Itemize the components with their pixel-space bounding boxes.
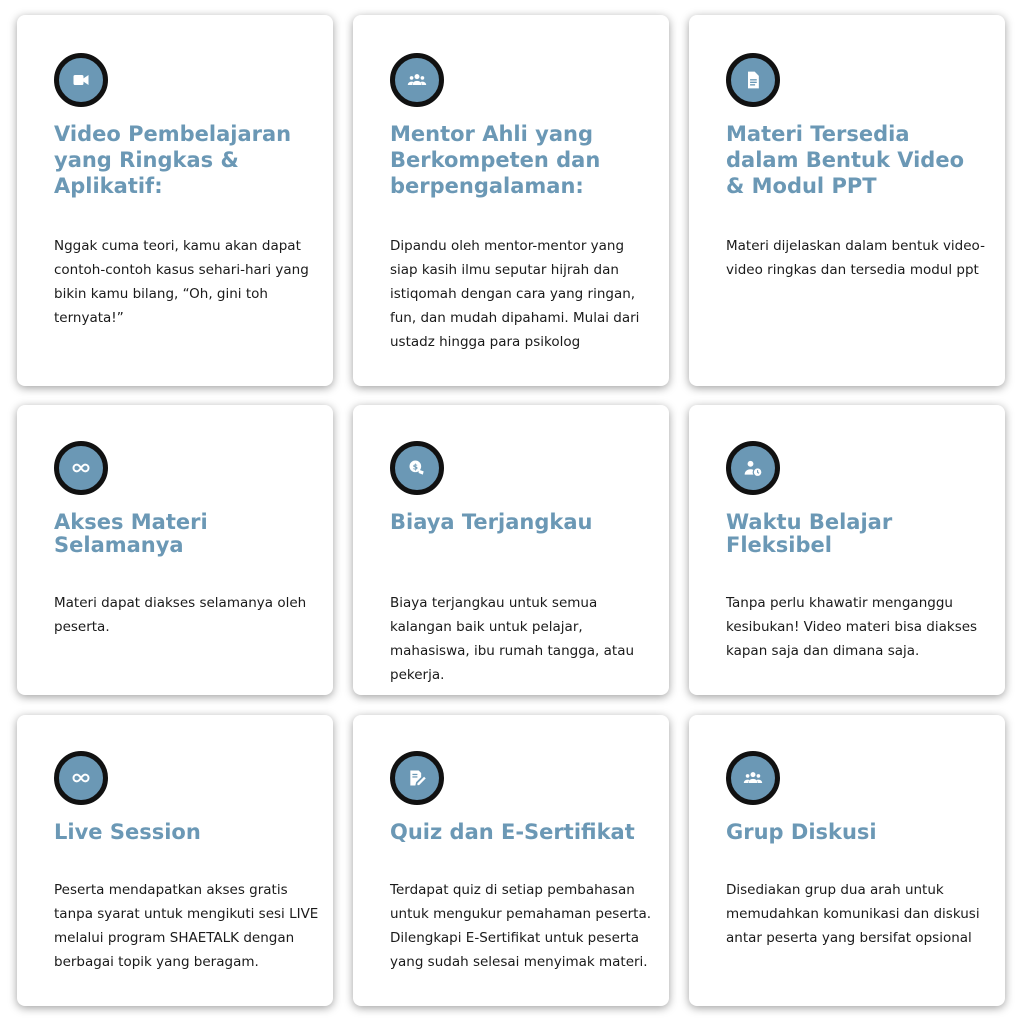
card-title: Live Session: [54, 820, 201, 844]
infinity-icon: [54, 751, 108, 805]
feature-card-grup-diskusi: [689, 715, 1005, 1006]
card-title: Mentor Ahli yang Berkompeten dan berpengalaman:: [390, 122, 601, 198]
feature-card-mentor-ahli: [353, 15, 669, 386]
feature-card-biaya-terjangkau: [353, 405, 669, 695]
card-description: Materi dapat diakses selamanya oleh peserta.: [54, 595, 307, 635]
users-icon: [390, 53, 444, 107]
svg-text:$: $: [412, 462, 418, 472]
card-description: Materi dijelaskan dalam bentuk video-video ringkas dan tersedia modul ppt: [726, 238, 985, 278]
card-description: Tanpa perlu khawatir menganggu kesibukan! Video materi bisa diakses kapan saja dan dimana saja.: [726, 595, 978, 659]
card-title: Grup Diskusi: [726, 820, 877, 844]
card-title: Biaya Terjangkau: [390, 510, 593, 534]
feature-card-quiz-sertifikat: [353, 715, 669, 1006]
card-description: Peserta mendapatkan akses gratis tanpa syarat untuk mengikuti sesi LIVE melalui program SHAETALK dengan berbagai topik yang beragam.: [54, 882, 319, 970]
card-title: Quiz dan E-Sertifikat: [390, 820, 635, 844]
card-description: Nggak cuma teori, kamu akan dapat contoh-contoh kasus sehari-hari yang bikin kamu bilang, “Oh, gini toh ternyata!”: [54, 238, 309, 326]
feature-card-waktu-belajar: [689, 405, 1005, 695]
card-title: Akses Materi Selamanya: [54, 510, 208, 557]
infinity-icon: [54, 441, 108, 495]
card-title: Materi Tersedia dalam Bentuk Video & Modul PPT: [726, 122, 965, 198]
feature-card-live-session: [17, 715, 333, 1006]
users-icon: [726, 751, 780, 805]
card-description: Biaya terjangkau untuk semua kalangan baik untuk pelajar, mahasiswa, ibu rumah tangga, atau pekerja.: [390, 595, 635, 683]
card-title: Video Pembelajaran yang Ringkas & Aplikatif:: [54, 122, 292, 198]
feature-card-materi-tersedia: [689, 15, 1005, 386]
card-description: Terdapat quiz di setiap pembahasan untuk mengukur pemahaman peserta. Dilengkapi E-Sertifikat untuk peserta yang sudah selesai menyimak materi.: [390, 882, 652, 970]
user-clock-icon: [726, 441, 780, 495]
edit-document-icon: [390, 751, 444, 805]
money-chat-icon: [390, 441, 444, 495]
card-title: Waktu Belajar Fleksibel: [726, 510, 893, 557]
video-camera-icon: [54, 53, 108, 107]
card-description: Disediakan grup dua arah untuk memudahkan komunikasi dan diskusi antar peserta yang bersifat opsional: [726, 882, 980, 946]
card-description: Dipandu oleh mentor-mentor yang siap kasih ilmu seputar hijrah dan istiqomah dengan cara yang ringan, fun, dan mudah dipahami. Mulai dari ustadz hingga para psikolog: [390, 238, 640, 350]
feature-card-akses-materi: [17, 405, 333, 695]
document-icon: [726, 53, 780, 107]
feature-card-video-pembelajaran: [17, 15, 333, 386]
